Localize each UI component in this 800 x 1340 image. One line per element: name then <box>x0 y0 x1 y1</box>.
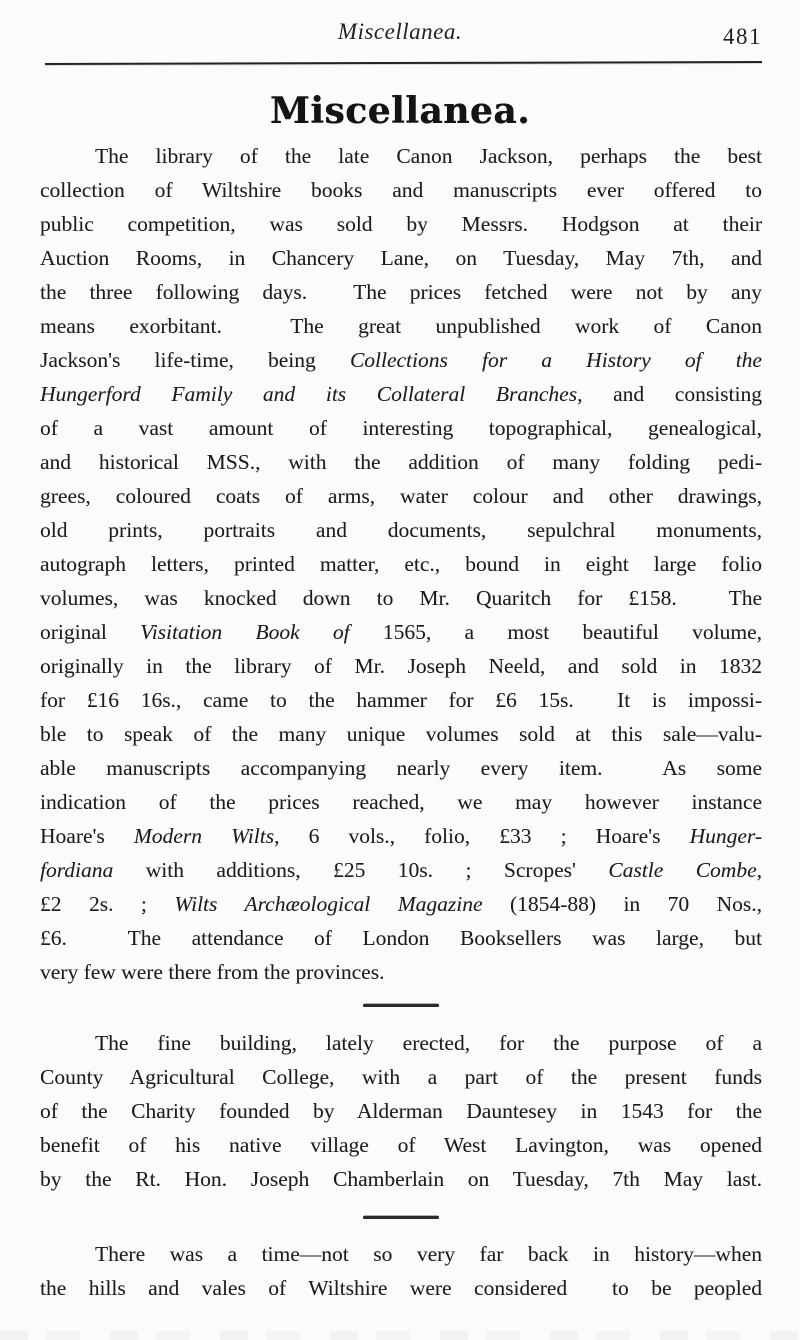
text-line: originally in the library of Mr. Joseph Neeld, and sold in 1832 <box>40 654 762 678</box>
text-line: ble to speak of the many unique volumes sold at this sale—valu- <box>40 722 762 746</box>
text-line: Auction Rooms, in Chancery Lane, on Tuesday, May 7th, and <box>40 246 762 270</box>
text-line: fordiana with additions, £25 10s. ; Scropes' Castle Combe, <box>40 858 762 882</box>
section-divider <box>363 1216 439 1219</box>
page-number: 481 <box>723 24 762 49</box>
text-line: by the Rt. Hon. Joseph Chamberlain on Tuesday, 7th May last. <box>40 1167 762 1191</box>
text-line: Hoare's Modern Wilts, 6 vols., folio, £33 ; Hoare's Hunger- <box>40 824 762 848</box>
header-rule <box>45 61 762 65</box>
text-line: for £16 16s., came to the hammer for £6 15s. It is impossi- <box>40 688 762 712</box>
scan-artifact-strip <box>0 1331 800 1340</box>
section-divider <box>363 1004 439 1007</box>
text-line: Hungerford Family and its Collateral Branches, and consisting <box>40 382 762 406</box>
paragraph-hills-and-vales <box>40 1237 762 1305</box>
text-line: grees, coloured coats of arms, water colour and other drawings, <box>40 484 762 508</box>
text-line: means exorbitant. The great unpublished work of Canon <box>40 314 762 338</box>
text-line: old prints, portraits and documents, sepulchral monuments, <box>40 518 762 542</box>
text-line: very few were there from the provinces. <box>40 960 385 984</box>
text-line: the hills and vales of Wiltshire were considered to be peopled <box>40 1276 762 1300</box>
paragraph-agricultural-college <box>40 1026 762 1196</box>
text-line: £2 2s. ; Wilts Archæological Magazine (1854-88) in 70 Nos., <box>40 892 762 916</box>
text-line: the three following days. The prices fetched were not by any <box>40 280 762 304</box>
text-line: The library of the late Canon Jackson, perhaps the best <box>95 144 762 168</box>
text-line: autograph letters, printed matter, etc., bound in eight large folio <box>40 552 762 576</box>
text-line: indication of the prices reached, we may however instance <box>40 790 762 814</box>
paragraph-library-sale <box>40 139 762 989</box>
text-line: of a vast amount of interesting topographical, genealogical, <box>40 416 762 440</box>
text-line: County Agricultural College, with a part of the present funds <box>40 1065 762 1089</box>
text-line: of the Charity founded by Alderman Dauntesey in 1543 for the <box>40 1099 762 1123</box>
text-line: able manuscripts accompanying nearly every item. As some <box>40 756 762 780</box>
text-line: original Visitation Book of 1565, a most beautiful volume, <box>40 620 762 644</box>
running-header: Miscellanea. <box>337 19 463 44</box>
text-line: benefit of his native village of West Lavington, was opened <box>40 1133 762 1157</box>
text-line: collection of Wiltshire books and manuscripts ever offered to <box>40 178 762 202</box>
text-line: There was a time—not so very far back in history—when <box>95 1242 762 1266</box>
text-line: public competition, was sold by Messrs. Hodgson at their <box>40 212 762 236</box>
section-heading: Miscellanea. <box>269 90 531 132</box>
text-line: Jackson's life-time, being Collections for a History of the <box>40 348 762 372</box>
text-line: volumes, was knocked down to Mr. Quaritch for £158. The <box>40 586 762 610</box>
text-line: and historical MSS., with the addition of many folding pedi- <box>40 450 762 474</box>
text-line: £6. The attendance of London Booksellers was large, but <box>40 926 762 950</box>
text-line: The fine building, lately erected, for the purpose of a <box>95 1031 762 1055</box>
